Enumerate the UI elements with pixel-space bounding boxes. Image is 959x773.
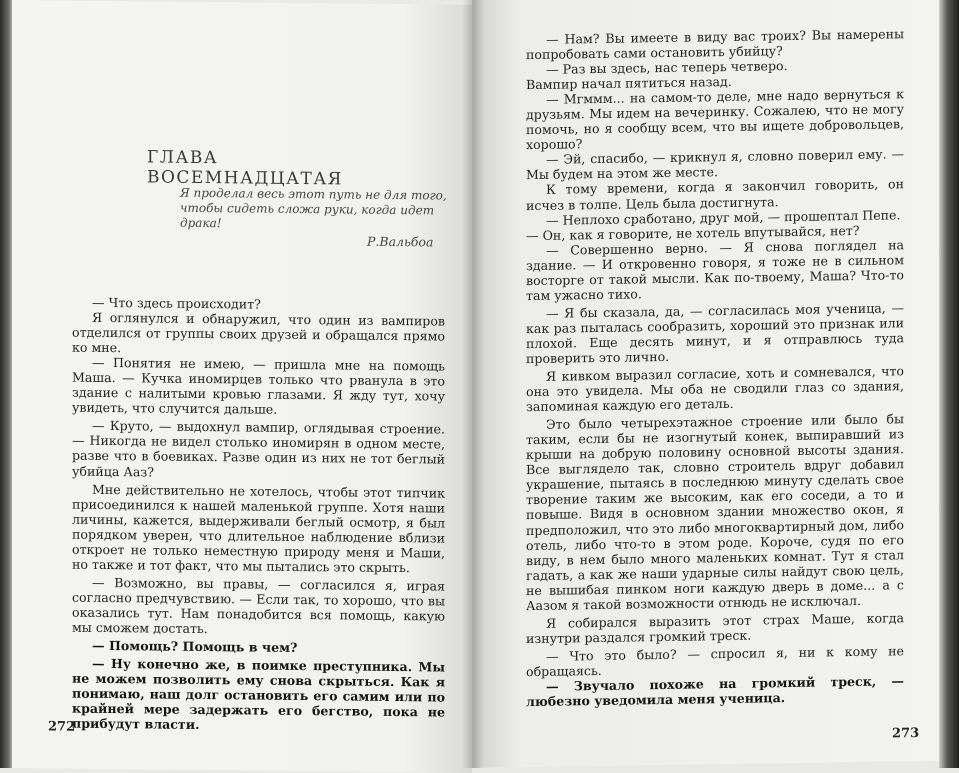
paragraph: — Неплохо сработано, друг мой, — прошептал Пепе.: [546, 206, 901, 228]
book-cover-edge-right: [939, 0, 959, 768]
paragraph: Мне действительно не хотелось, чтобы этот типчик присоединился к нашей маленькой группе. Хотя наши личины, кажется, выдерживали беглый осмотр, я был порядком уверен, что длительное наблюдение вблизи откроет не только неместную природу меня и Маши, но также и тот факт, что мы пытались это скрыть.: [72, 481, 445, 575]
paragraph: — Он, как я говорите, не хотель впутывайся, нет?: [526, 222, 860, 243]
paragraph: — Раз вы здесь, нас теперь четверо.: [546, 58, 788, 77]
paragraph: — Я бы сказала, да, — согласилась моя ученица, — как раз пыталась сообразить, хороший это признак или плохой. Еще десять минут, и я отправлюсь туда проверить это лично.: [526, 300, 904, 367]
paragraph: Это было четырехэтажное строение или было бы таким, если бы не изогнутый конек, выпиравший из крыши на добрую половину основной высоты здания. Все выглядело так, словно строитель вдруг добавил украшение, пытаясь в последнюю минуту сделать свое творение таким же высоким, как его соседи, а то и повыше. Видя в основном здании множество окон, я предположил, что это либо многоквартирный дом, либо отель, либо что-то в этом роде. Короче, судя по его виду, в нем было много маленьких комнат. Тут я стал гадать, а как же наши ударные силы найдут свою цель, не вышибая пинком ноги каждую дверь в доме... а с Аазом я такой возможности отнюдь не исключал.: [526, 411, 904, 613]
epigraph: Я проделал весь этот путь не для того, чтобы сидеть сложа руки, когда идет драка!: [180, 185, 447, 231]
book-gutter: [462, 0, 484, 768]
paragraph: — Ну конечно же, в поимке преступника. Мы не можем позволить ему снова скрыться. Как я понимаю, наш долг остановить его самим или по крайней мере задержать его бегство, пока не прибудут власти.: [72, 655, 445, 733]
right-page-text: [526, 26, 904, 709]
paragraph: — Возможно, вы правы, — согласился я, играя согласно предчувствию. — Если так, то хорошо, что вы оказались тут. Нам понадобится вся помощь, какую мы сможем достать.: [72, 574, 445, 637]
chapter-title: ГЛАВА ВОСЕМНАДЦАТАЯ: [147, 147, 343, 190]
paragraph: — Эй, спасибо, — крикнул я, словно поверил ему. — Мы будем на этом же месте.: [526, 146, 904, 183]
right-page: [472, 0, 942, 768]
paragraph: — Звучало похоже на громкий треск, — любезно уведомила меня ученица.: [526, 673, 904, 710]
paragraph: К тому времени, когда я закончил говорить, он исчез в толпе. Цель была достигнута.: [526, 176, 904, 213]
left-page-text: [72, 295, 445, 735]
paragraph: Вампир начал пятиться назад.: [526, 74, 732, 93]
epigraph-author: Р.Вальбоа: [367, 233, 434, 250]
paragraph: Я собирался выразить этот страх Маше, когда изнутри раздался громкий треск.: [526, 609, 904, 646]
paragraph: — Что это было? — спросил я, ни к кому не обращаясь.: [526, 643, 904, 680]
paragraph: Я кивком выразил согласие, хоть и сомневался, что она это увидела. Мы оба не сводили глаз со здания, запоминая каждую его деталь.: [526, 363, 904, 415]
page-number: 273: [892, 725, 920, 742]
paragraph: — Помощь? Помощь в чем?: [92, 637, 298, 656]
left-page: [12, 0, 472, 773]
paragraph: — Совершенно верно. — Я снова поглядел на здание. — И откровенно говоря, я тоже не в сильном восторге от такой мысли. Как по-твоему, Маша? Что-то там ужасно тихо.: [526, 236, 904, 303]
paragraph: Я оглянулся и обнаружил, что один из вампиров отделился от группы своих друзей и обращался прямо ко мне.: [72, 309, 445, 356]
paragraph: — Нам? Вы имеете в виду вас троих? Вы намерены попробовать сами остановить убийцу?: [526, 26, 904, 63]
paragraph: — Понятия не имею, — пришла мне на помощь Маша. — Кучка иномирцев только что рванула в это здание с налитыми кровью глазами. Я жду тут, хочу увидеть, что случится дальше.: [72, 355, 445, 418]
paragraph: — Мгммм... на самом-то деле, мне надо вернуться к друзьям. Мы идем на вечеринку. Сожалею, что не могу помочь, но я сообщу всем, что вы ищете добровольцев, хорошо?: [526, 86, 904, 153]
page-number: 272: [48, 719, 76, 735]
paragraph: — Круто, — выдохнул вампир, оглядывая строение. — Никогда не видел столько иномирян в одном месте, разве что в боевиках. Разве один из них не тот беглый убийца Ааз?: [72, 418, 445, 480]
paragraph: — Что здесь происходит?: [92, 294, 261, 312]
